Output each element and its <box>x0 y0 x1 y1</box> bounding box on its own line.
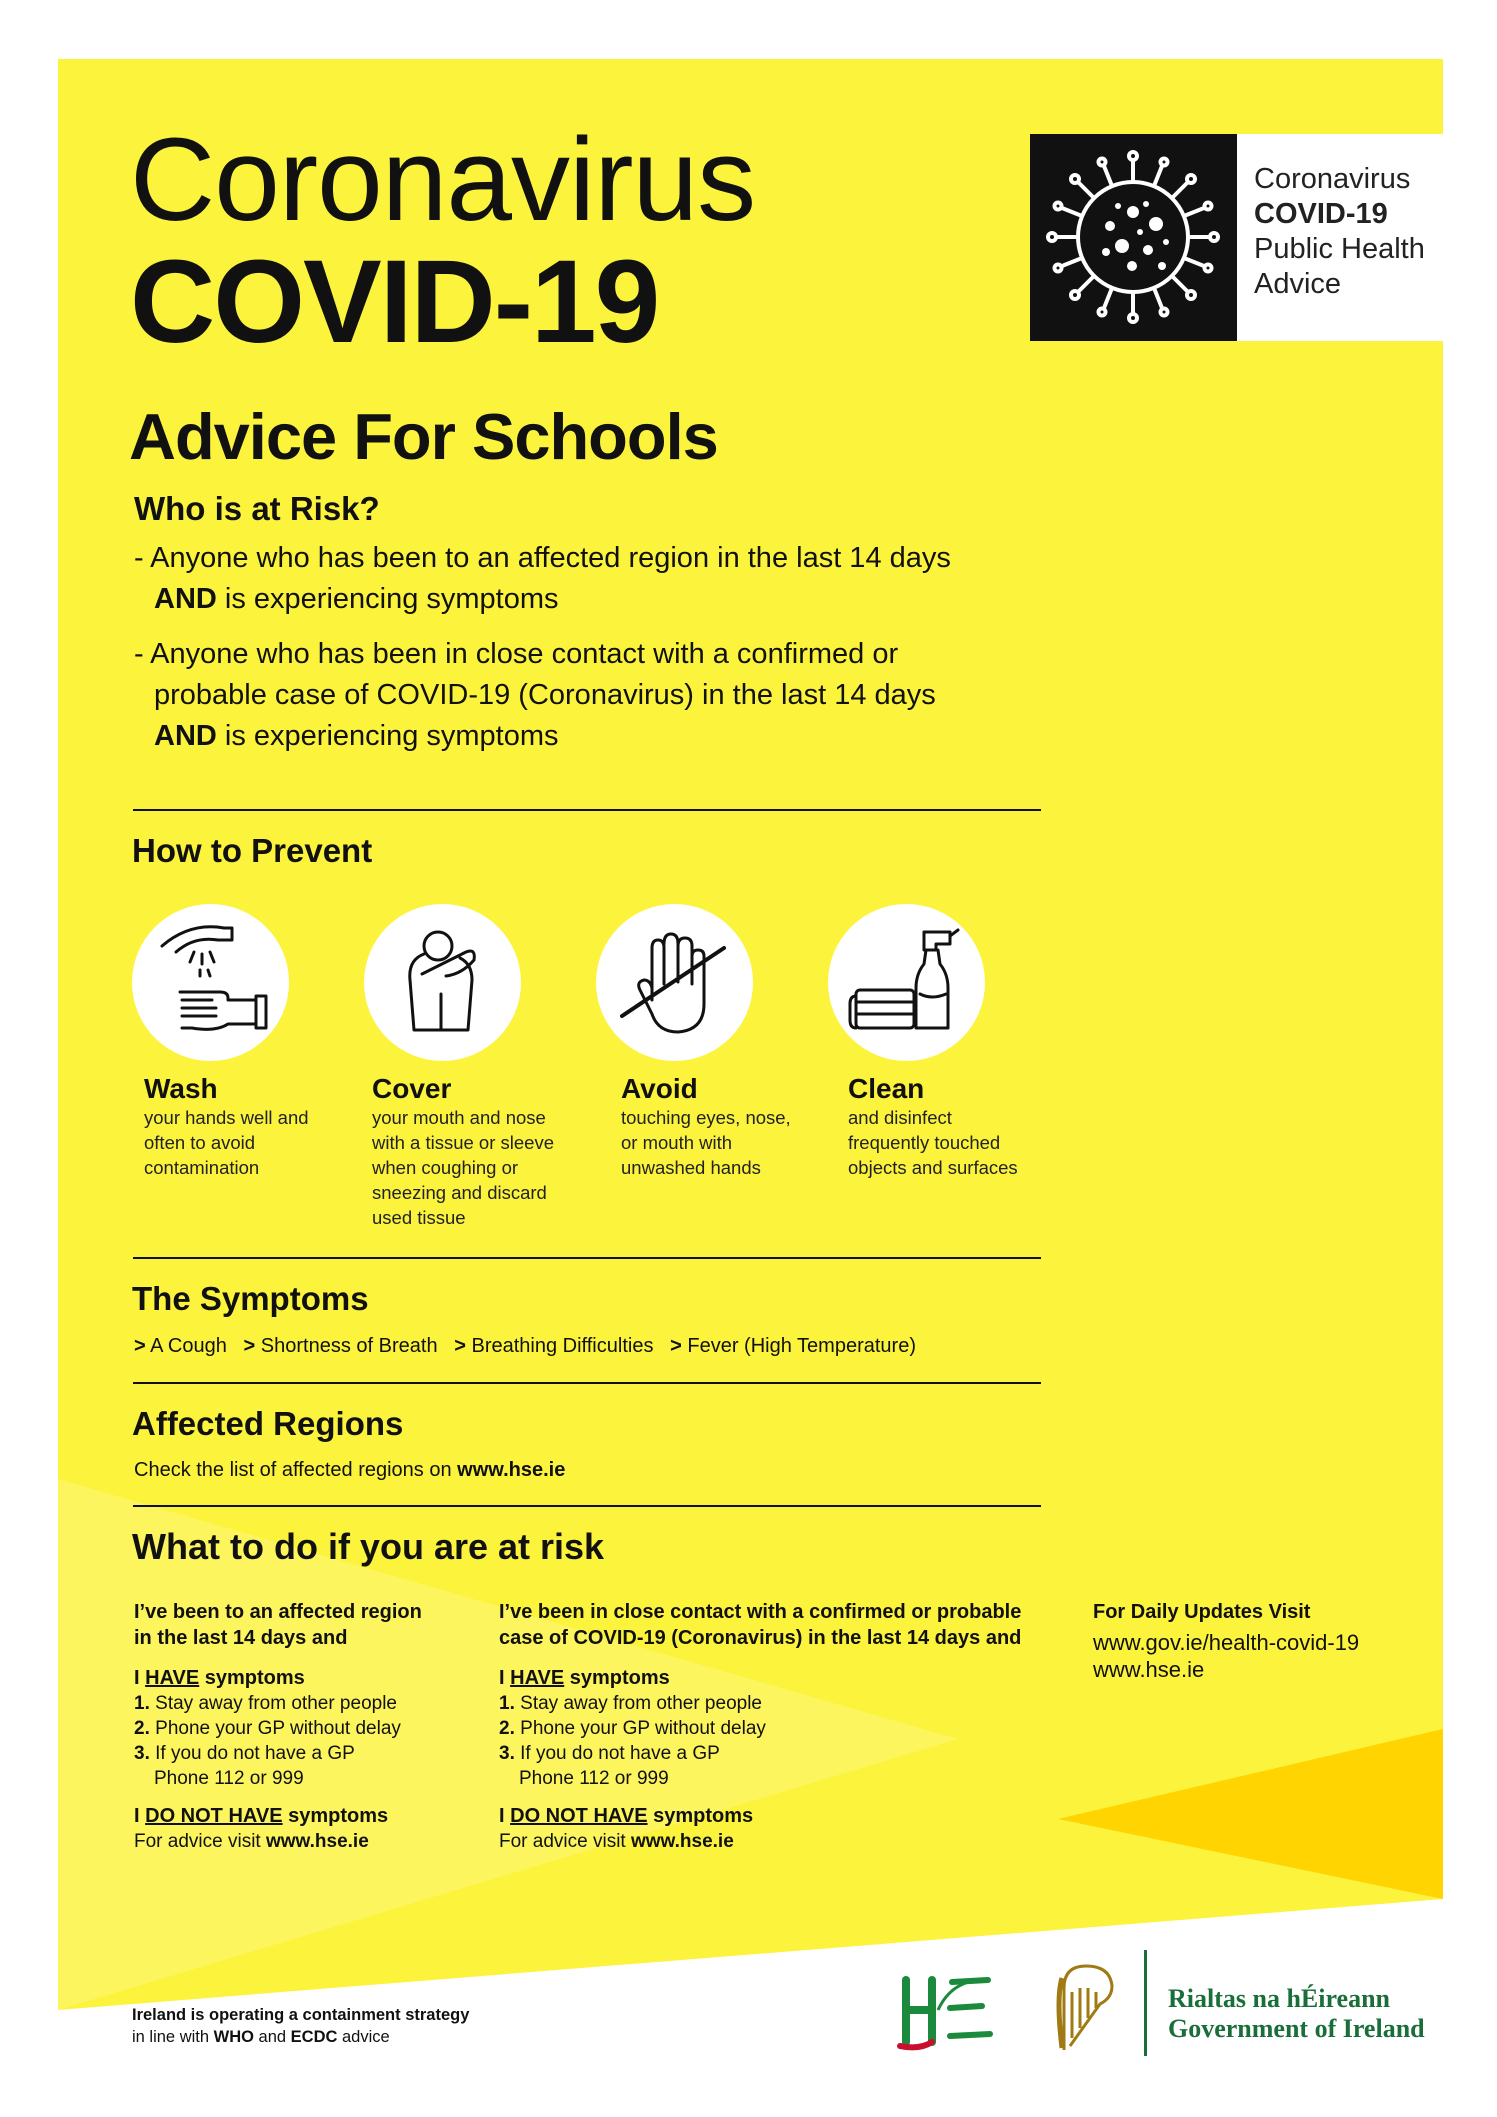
gov-divider <box>1144 1950 1147 2056</box>
risk-item-2-line-2: probable case of COVID-19 (Coronavirus) in the last 14 days <box>154 679 936 711</box>
wash-circle <box>132 904 289 1061</box>
footer-line-1: Ireland is operating a containment strategy <box>132 2006 470 2024</box>
prevent-desc-line: your hands well and <box>144 1107 309 1128</box>
hand-wash-icon <box>132 904 289 1061</box>
daily-updates <box>1093 1599 1423 1683</box>
nothave-prefix: I <box>499 1805 511 1827</box>
risk-item-1-rest: is experiencing symptoms <box>216 583 559 615</box>
symptoms-list: > A Cough > Shortness of Breath > Breathing Difficulties > Fever (High Temperature) <box>134 1335 916 1357</box>
nothave-prefix: I <box>134 1805 146 1827</box>
risk-item-2-line-1: Anyone who has been in close contact with a confirmed or <box>150 638 899 670</box>
step-number: 1. <box>134 1693 150 1714</box>
step-text: Stay away from other people <box>520 1693 762 1714</box>
prevent-desc-line: or mouth with <box>621 1132 733 1153</box>
updates-link-gov[interactable]: www.gov.ie/health-covid-19 <box>1093 1630 1360 1655</box>
prevent-desc-line: your mouth and nose <box>372 1107 546 1128</box>
have-prefix: I <box>134 1667 146 1689</box>
footer-strategy-note <box>132 2004 469 2048</box>
prevent-title: Cover <box>372 1073 452 1104</box>
poster-panel <box>58 59 1443 2010</box>
prevent-desc-line: frequently touched <box>848 1132 1001 1153</box>
prevent-item-clean <box>848 1073 1058 1180</box>
logo-line-1: Coronavirus <box>1254 163 1411 195</box>
avoid-circle <box>596 904 753 1061</box>
symptom-item: Shortness of Breath <box>260 1335 438 1357</box>
step-number: 2. <box>134 1718 150 1739</box>
gov-line-english: Government of Ireland <box>1168 2014 1425 2043</box>
logo-line-3: Public Health <box>1254 233 1425 265</box>
bullet-dash: - <box>134 542 151 574</box>
nothave-suffix: symptoms <box>647 1805 754 1827</box>
prevent-desc-line: objects and surfaces <box>848 1157 1018 1178</box>
at-risk-column-1 <box>134 1599 474 1854</box>
public-health-logo <box>1030 134 1443 341</box>
risk-item-2 <box>134 634 1074 757</box>
prevent-title: Avoid <box>621 1073 698 1104</box>
logo-text <box>1254 162 1425 302</box>
have-symptoms-label <box>499 1665 1059 1691</box>
at-risk-heading: What to do if you are at risk <box>132 1526 605 1567</box>
prevent-item-avoid <box>621 1073 831 1180</box>
step-number: 2. <box>499 1718 515 1739</box>
prevent-heading: How to Prevent <box>132 832 373 869</box>
advice-link[interactable]: www.hse.ie <box>630 1831 734 1852</box>
symptom-item: Fever (High Temperature) <box>687 1335 916 1357</box>
footer-line-2-pre: in line with <box>132 2028 214 2046</box>
risk-item-2-and: AND <box>154 720 217 752</box>
prevent-desc-line: sneezing and discard <box>372 1182 547 1203</box>
prevent-desc-line: when coughing or <box>372 1157 519 1178</box>
column-heading-line: I’ve been to an affected region <box>134 1601 422 1623</box>
regions-link[interactable]: www.hse.ie <box>457 1459 566 1481</box>
step-text: Phone your GP without delay <box>520 1718 766 1739</box>
logo-line-4: Advice <box>1254 268 1342 300</box>
advice-text: For advice visit <box>134 1831 266 1852</box>
step-item <box>499 1691 1059 1716</box>
prevent-title: Wash <box>144 1073 218 1104</box>
regions-text-body: Check the list of affected regions on <box>134 1459 458 1481</box>
footer-line-2-mid: and <box>253 2028 291 2046</box>
prevent-desc-line: contamination <box>144 1157 260 1178</box>
prevent-desc-line: often to avoid <box>144 1132 256 1153</box>
step-text: Phone your GP without delay <box>155 1718 401 1739</box>
risk-item-2-rest: is experiencing symptoms <box>216 720 559 752</box>
gov-line-irish: Rialtas na hÉireann <box>1168 1984 1391 2013</box>
prevent-item-wash <box>144 1073 344 1180</box>
step-3-continued: Phone 112 or 999 <box>519 1768 669 1789</box>
nothave-word: DO NOT HAVE <box>510 1805 648 1827</box>
virus-logo-tile <box>1030 134 1237 341</box>
divider <box>133 809 1041 811</box>
logo-line-2: COVID-19 <box>1254 198 1388 230</box>
divider <box>133 1382 1041 1384</box>
footer-ecdc: ECDC <box>290 2028 338 2046</box>
step-3-continued: Phone 112 or 999 <box>154 1768 304 1789</box>
prevent-desc-line: used tissue <box>372 1207 466 1228</box>
updates-heading: For Daily Updates Visit <box>1093 1601 1311 1623</box>
prevent-desc-line: and disinfect <box>848 1107 952 1128</box>
regions-heading: Affected Regions <box>132 1405 404 1442</box>
clean-circle <box>828 904 985 1061</box>
step-item <box>499 1741 1059 1766</box>
prevent-desc-line: touching eyes, nose, <box>621 1107 791 1128</box>
have-word: HAVE <box>145 1667 200 1689</box>
hse-logo <box>892 1970 1002 2054</box>
step-number: 1. <box>499 1693 515 1714</box>
spray-cleaning-icon <box>828 904 985 1061</box>
symptoms-heading: The Symptoms <box>132 1280 369 1317</box>
have-symptoms-label <box>134 1665 474 1691</box>
have-word: HAVE <box>510 1667 565 1689</box>
advice-text: For advice visit <box>499 1831 631 1852</box>
at-risk-column-2 <box>499 1599 1059 1854</box>
footer-who: WHO <box>213 2028 254 2046</box>
not-have-symptoms-label <box>499 1803 1059 1829</box>
harp-emblem <box>1050 1958 1120 2058</box>
prevent-desc-line: unwashed hands <box>621 1157 761 1178</box>
advice-link[interactable]: www.hse.ie <box>265 1831 369 1852</box>
step-text: If you do not have a GP <box>155 1743 355 1764</box>
prevent-item-cover <box>372 1073 582 1230</box>
step-item <box>134 1691 474 1716</box>
column-heading-line: I’ve been in close contact with a confirmed or probable <box>499 1601 1022 1623</box>
cover-circle <box>364 904 521 1061</box>
footer-line-2-post: advice <box>337 2028 390 2046</box>
risk-heading: Who is at Risk? <box>134 490 380 527</box>
symptom-item: Breathing Difficulties <box>471 1335 654 1357</box>
prevent-desc-line: with a tissue or sleeve <box>372 1132 555 1153</box>
no-touch-hand-icon <box>596 904 753 1061</box>
advice-line <box>134 1829 474 1854</box>
step-item <box>499 1716 1059 1741</box>
step-text: Stay away from other people <box>155 1693 397 1714</box>
nothave-word: DO NOT HAVE <box>145 1805 283 1827</box>
risk-item-1 <box>134 538 1074 620</box>
bullet-dash: - <box>134 638 151 670</box>
step-number: 3. <box>134 1743 150 1764</box>
cough-elbow-icon <box>364 904 521 1061</box>
step-item <box>134 1716 474 1741</box>
updates-link-hse[interactable]: www.hse.ie <box>1093 1657 1205 1682</box>
step-text: If you do not have a GP <box>520 1743 720 1764</box>
step-number: 3. <box>499 1743 515 1764</box>
not-have-symptoms-label <box>134 1803 474 1829</box>
subtitle-advice-for-schools: Advice For Schools <box>129 400 718 473</box>
column-heading-line: case of COVID-19 (Coronavirus) in the last 14 days and <box>499 1627 1022 1649</box>
hse-logo-mark <box>892 1970 1002 2054</box>
nothave-suffix: symptoms <box>282 1805 389 1827</box>
advice-line <box>499 1829 1059 1854</box>
risk-item-1-line-1: Anyone who has been to an affected region in the last 14 days <box>150 542 951 574</box>
divider <box>133 1505 1041 1507</box>
title-coronavirus: Coronavirus <box>130 114 756 246</box>
harp-icon <box>1050 1958 1120 2058</box>
prevent-title: Clean <box>848 1073 925 1104</box>
step-item <box>134 1741 474 1766</box>
have-suffix: symptoms <box>564 1667 670 1689</box>
virus-icon <box>1030 134 1237 341</box>
column-heading-line: in the last 14 days and <box>134 1627 348 1649</box>
have-suffix: symptoms <box>199 1667 305 1689</box>
gov-of-ireland-wordmark <box>1168 1984 1425 2044</box>
have-prefix: I <box>499 1667 511 1689</box>
symptom-item: A Cough <box>150 1335 227 1357</box>
regions-text <box>134 1457 565 1483</box>
risk-item-1-and: AND <box>154 583 217 615</box>
title-covid19: COVID-19 <box>130 236 659 368</box>
divider <box>133 1257 1041 1259</box>
